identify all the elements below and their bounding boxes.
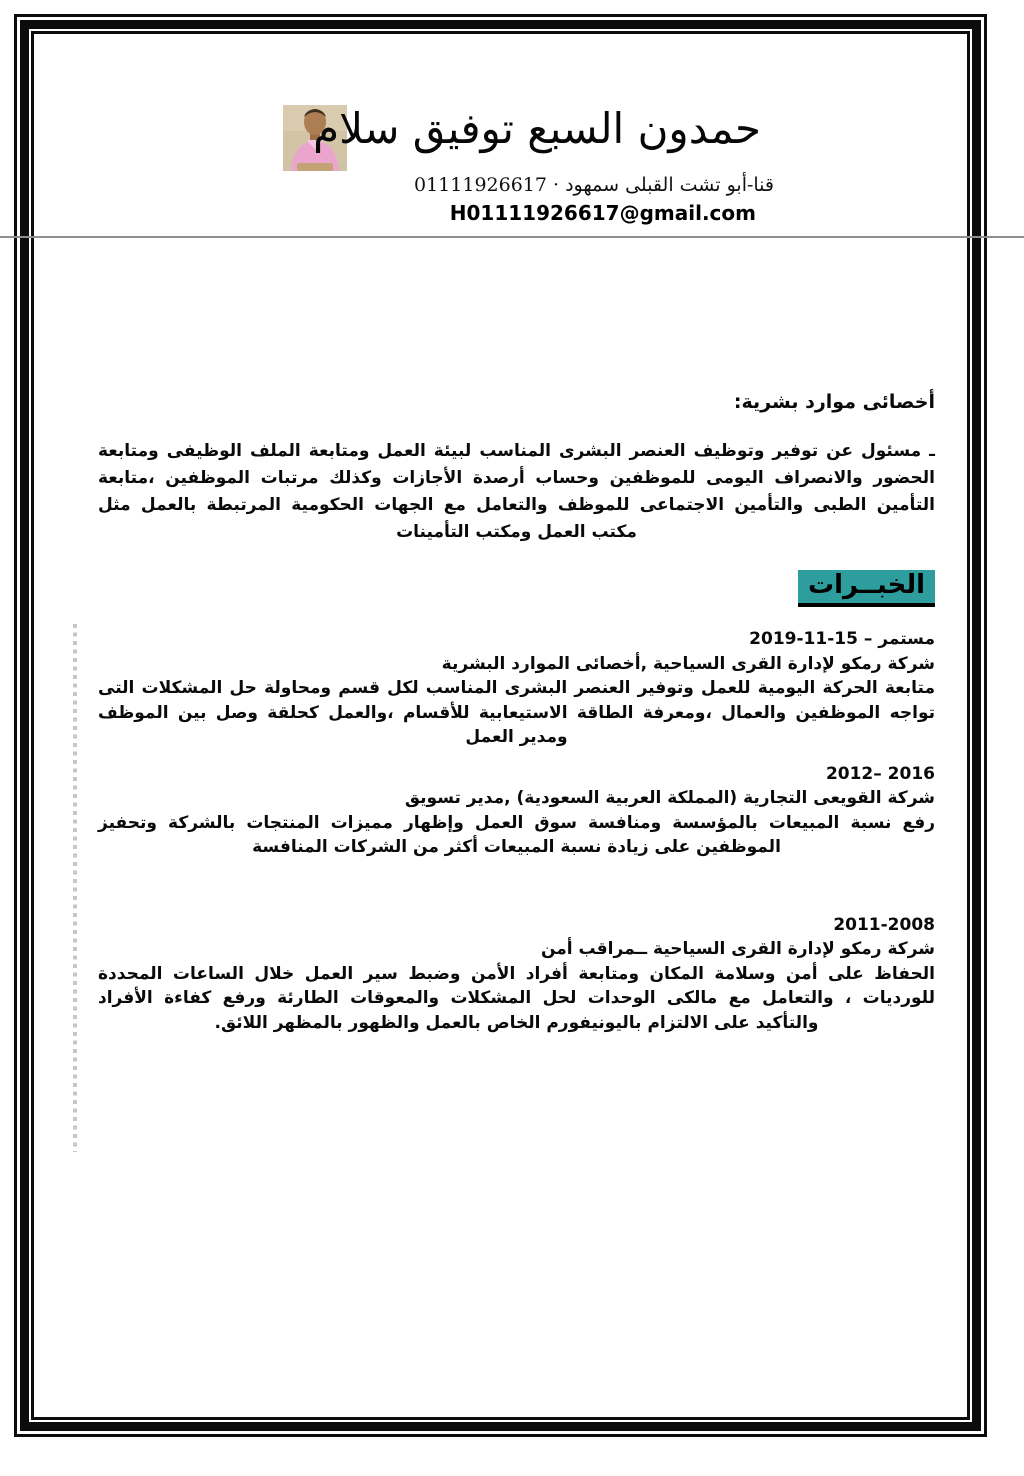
job-title-heading: أخصائى موارد بشرية: (733, 391, 935, 413)
experience-company: شركة رمكو لإدارة القرى السياحية ,أخصائى الموارد البشرية (441, 653, 935, 674)
contact-line: 01111926617 · قنا-أبو تشت القبلى سمهود (414, 174, 774, 196)
experience-entry (98, 913, 935, 1036)
experience-description: متابعة الحركة اليومية للعمل وتوفير العنصر البشرى المناسب لكل قسم ومحاولة حل المشكلات التى تواجه الموظفين والعمال ،ومعرفة الطاقة الاستيعابية للأقسام ،والعمل كحلقة وصل بين الموظف ومدير العمل (98, 678, 935, 747)
experience-company: شركة القويعى التجارية (المملكة العربية السعودية) ,مدير تسويق (404, 788, 935, 808)
experience-company: شركة رمكو لإدارة القرى السياحية ــمراقب أمن (540, 939, 935, 959)
experience-entry (98, 627, 935, 750)
experience-list (98, 627, 935, 1035)
objective-paragraph: ـ مسئول عن توفير وتوظيف العنصر البشرى المناسب لبيئة العمل ومتابعة الملف الوظيفى ومتابعة الحضور والانصراف اليومى للموظفين وحساب أرصدة الأجازات وكذلك مرتبات الموظفين ،متابعة التأمين الطبى والتأمين الاجتماعى للموظف والتعامل مع الجهات الحكومية المرتبطة بالعمل مثل مكتب العمل ومكتب التأمينات (98, 441, 935, 542)
experience-entry (98, 762, 935, 860)
experience-date: 2019-11-15 – مستمر (749, 629, 935, 649)
email-address: H01111926617@gmail.com (449, 201, 756, 225)
experience-description: الحفاظ على أمن وسلامة المكان ومتابعة أفراد الأمن وضبط سير العمل خلال الساعات المحددة للورديات ، والتعامل مع مالكى الوحدات لحل المشكلات والمعوقات الطارئة ورفع كفاءة الأفراد والتأكيد على الالتزام باليونيفورم الخاص بالعمل والظهور بالمظهر اللائق. (98, 963, 935, 1033)
header-divider (0, 236, 1024, 238)
experience-section-header: الخبــرات (798, 570, 935, 607)
left-dotted-line (73, 624, 77, 1152)
experience-description: رفع نسبة المبيعات بالمؤسسة ومنافسة سوق العمل وإظهار مميزات المنتجات بالشركة وتحفيز الموظفين على زيادة نسبة المبيعات أكثر من الشركات المنافسة (98, 812, 935, 857)
experience-date: 2011-2008 (833, 914, 935, 935)
person-name: حمدون السبع توفيق سلام (313, 104, 761, 153)
experience-date: 2012– 2016 (825, 763, 935, 784)
